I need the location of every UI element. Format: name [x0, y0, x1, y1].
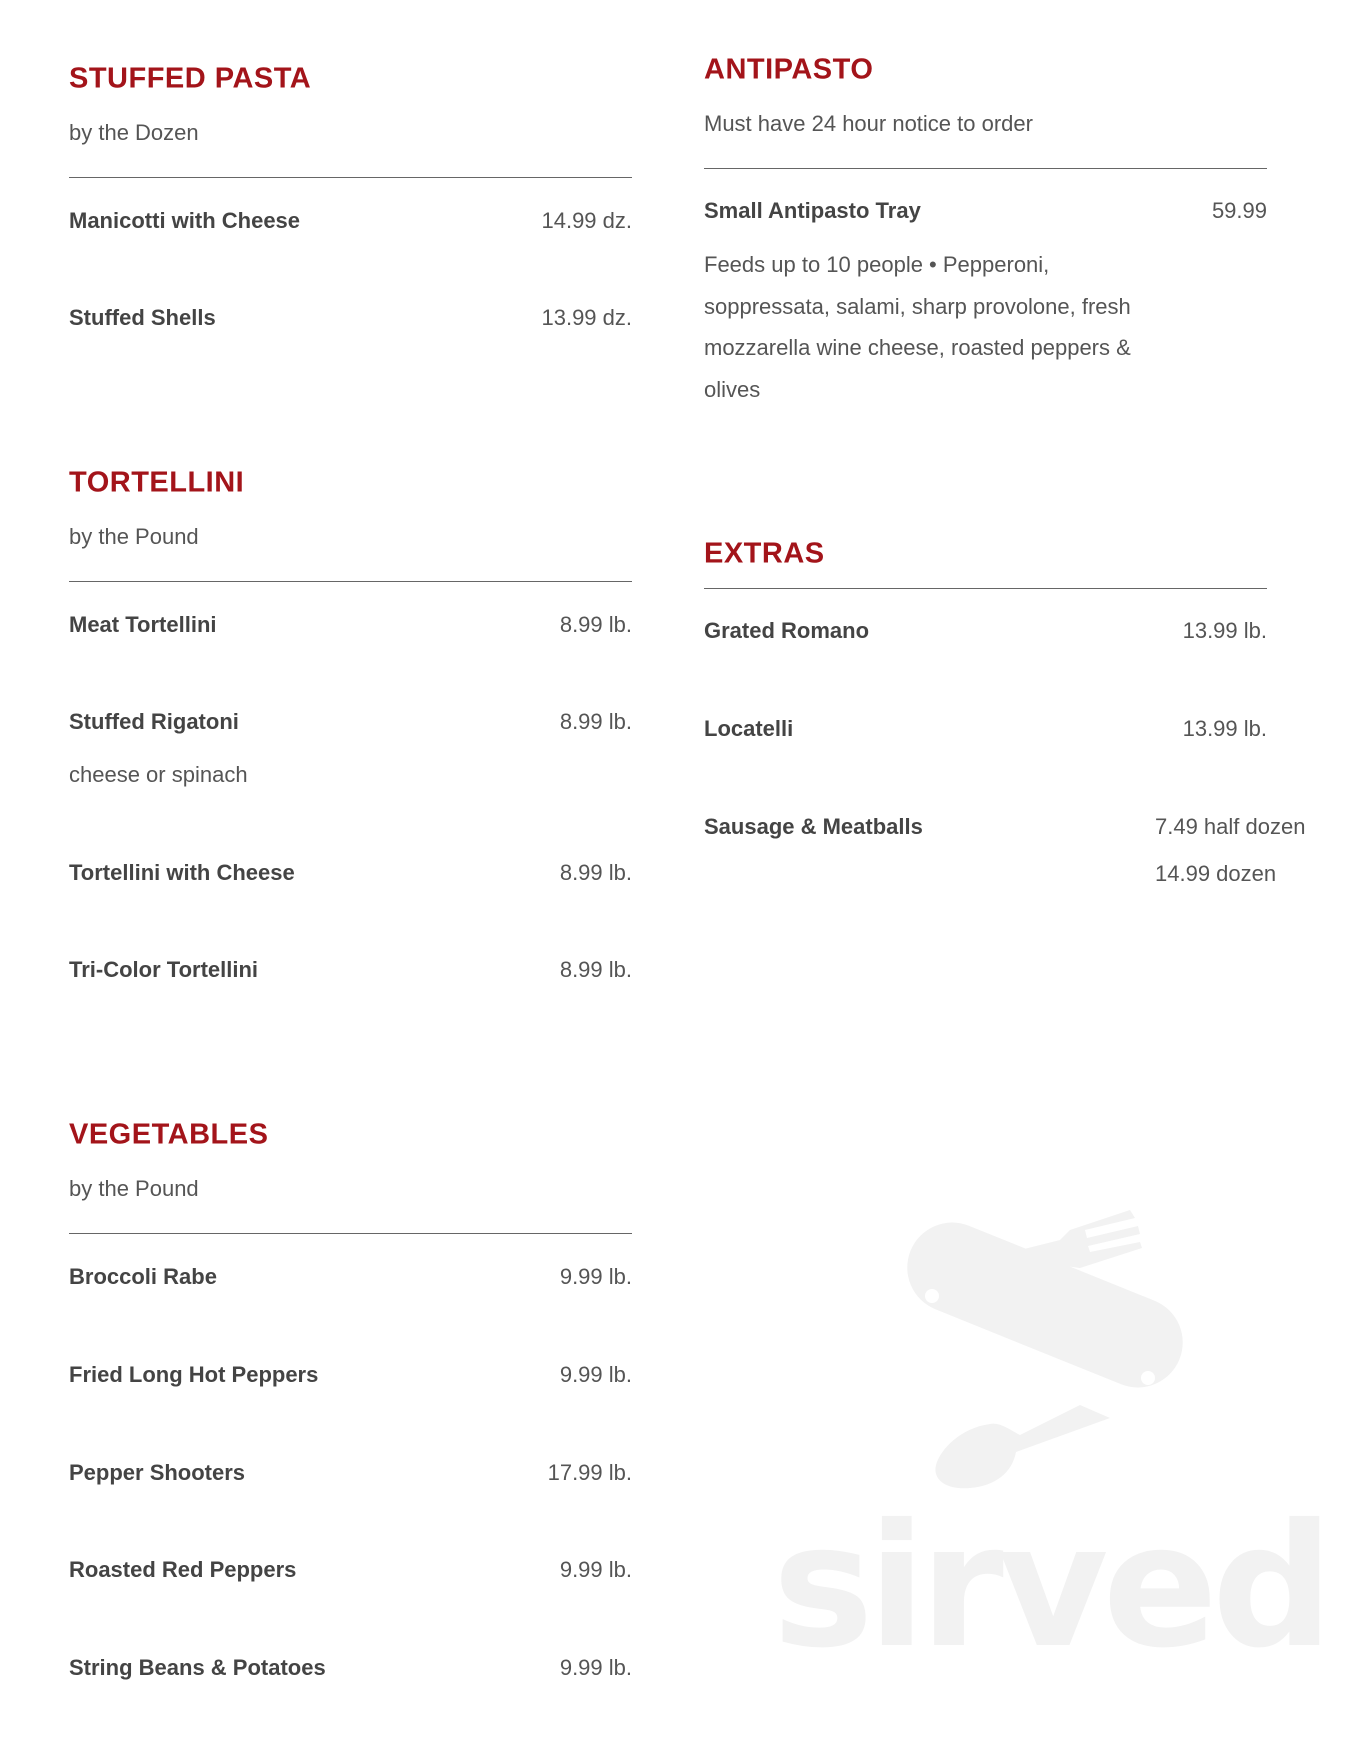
menu-item-price: 14.99 dz.	[541, 208, 632, 233]
menu-item-price: 8.99 lb.	[559, 860, 632, 885]
divider	[69, 581, 632, 582]
menu-item-price: 9.99 lb.	[559, 1264, 632, 1289]
menu-item-price: 13.99 lb.	[1182, 618, 1267, 643]
menu-item-price: 8.99 lb.	[559, 709, 632, 734]
menu-item-price: 7.49 half dozen	[1155, 814, 1306, 839]
divider	[69, 177, 632, 178]
menu-item-name: Roasted Red Peppers	[69, 1557, 297, 1582]
menu-item-price: 8.99 lb.	[559, 957, 632, 982]
menu-item-name: Manicotti with Cheese	[69, 208, 301, 233]
section-title-vegetables: VEGETABLES	[69, 1118, 269, 1151]
menu-item-price: 9.99 lb.	[559, 1557, 632, 1582]
menu-item-price: 59.99	[1211, 198, 1267, 223]
menu-item-price: 8.99 lb.	[559, 612, 632, 637]
menu-item-name: Tortellini with Cheese	[69, 860, 295, 885]
cutlery-knife-icon	[780, 1190, 1320, 1650]
menu-item-price: 9.99 lb.	[559, 1655, 632, 1680]
menu-item-note: cheese or spinach	[69, 762, 248, 787]
menu-item-price: 17.99 lb.	[547, 1460, 632, 1485]
sirved-watermark	[780, 1190, 1320, 1650]
menu-item-price: 13.99 lb.	[1182, 716, 1267, 741]
menu-item-name: Broccoli Rabe	[69, 1264, 217, 1289]
menu-item-name: Sausage & Meatballs	[704, 814, 923, 839]
menu-item-name: Grated Romano	[704, 618, 870, 643]
section-subtitle: by the Pound	[69, 1176, 199, 1201]
menu-item-description: Feeds up to 10 people • Pepperoni, soppressata, salami, sharp provolone, fresh mozzarella wine cheese, roasted peppers & olives	[704, 252, 1131, 402]
section-subtitle: by the Pound	[69, 524, 199, 549]
menu-item-name: Locatelli	[704, 716, 794, 741]
menu-item-price: 9.99 lb.	[559, 1362, 632, 1387]
watermark-text: sirved	[780, 1488, 1320, 1650]
section-subtitle: Must have 24 hour notice to order	[704, 111, 1033, 136]
menu-item-name: Stuffed Rigatoni	[69, 709, 239, 734]
divider	[704, 588, 1267, 589]
menu-item-name: String Beans & Potatoes	[69, 1655, 326, 1680]
menu-item-name: Meat Tortellini	[69, 612, 217, 637]
section-title-stuffed-pasta: STUFFED PASTA	[69, 62, 312, 95]
menu-item-name: Tri-Color Tortellini	[69, 957, 259, 982]
menu-item-name: Small Antipasto Tray	[704, 198, 921, 223]
menu-item-price: 13.99 dz.	[541, 305, 632, 330]
menu-item-name: Stuffed Shells	[69, 305, 216, 330]
section-subtitle: by the Dozen	[69, 120, 199, 145]
section-title-extras: EXTRAS	[704, 537, 825, 570]
menu-item-name: Fried Long Hot Peppers	[69, 1362, 319, 1387]
divider	[69, 1233, 632, 1234]
menu-item-price-secondary: 14.99 dozen	[1155, 861, 1277, 886]
section-title-tortellini: TORTELLINI	[69, 466, 245, 499]
section-title-antipasto: ANTIPASTO	[704, 53, 874, 86]
menu-item-name: Pepper Shooters	[69, 1460, 246, 1485]
divider	[704, 168, 1267, 169]
